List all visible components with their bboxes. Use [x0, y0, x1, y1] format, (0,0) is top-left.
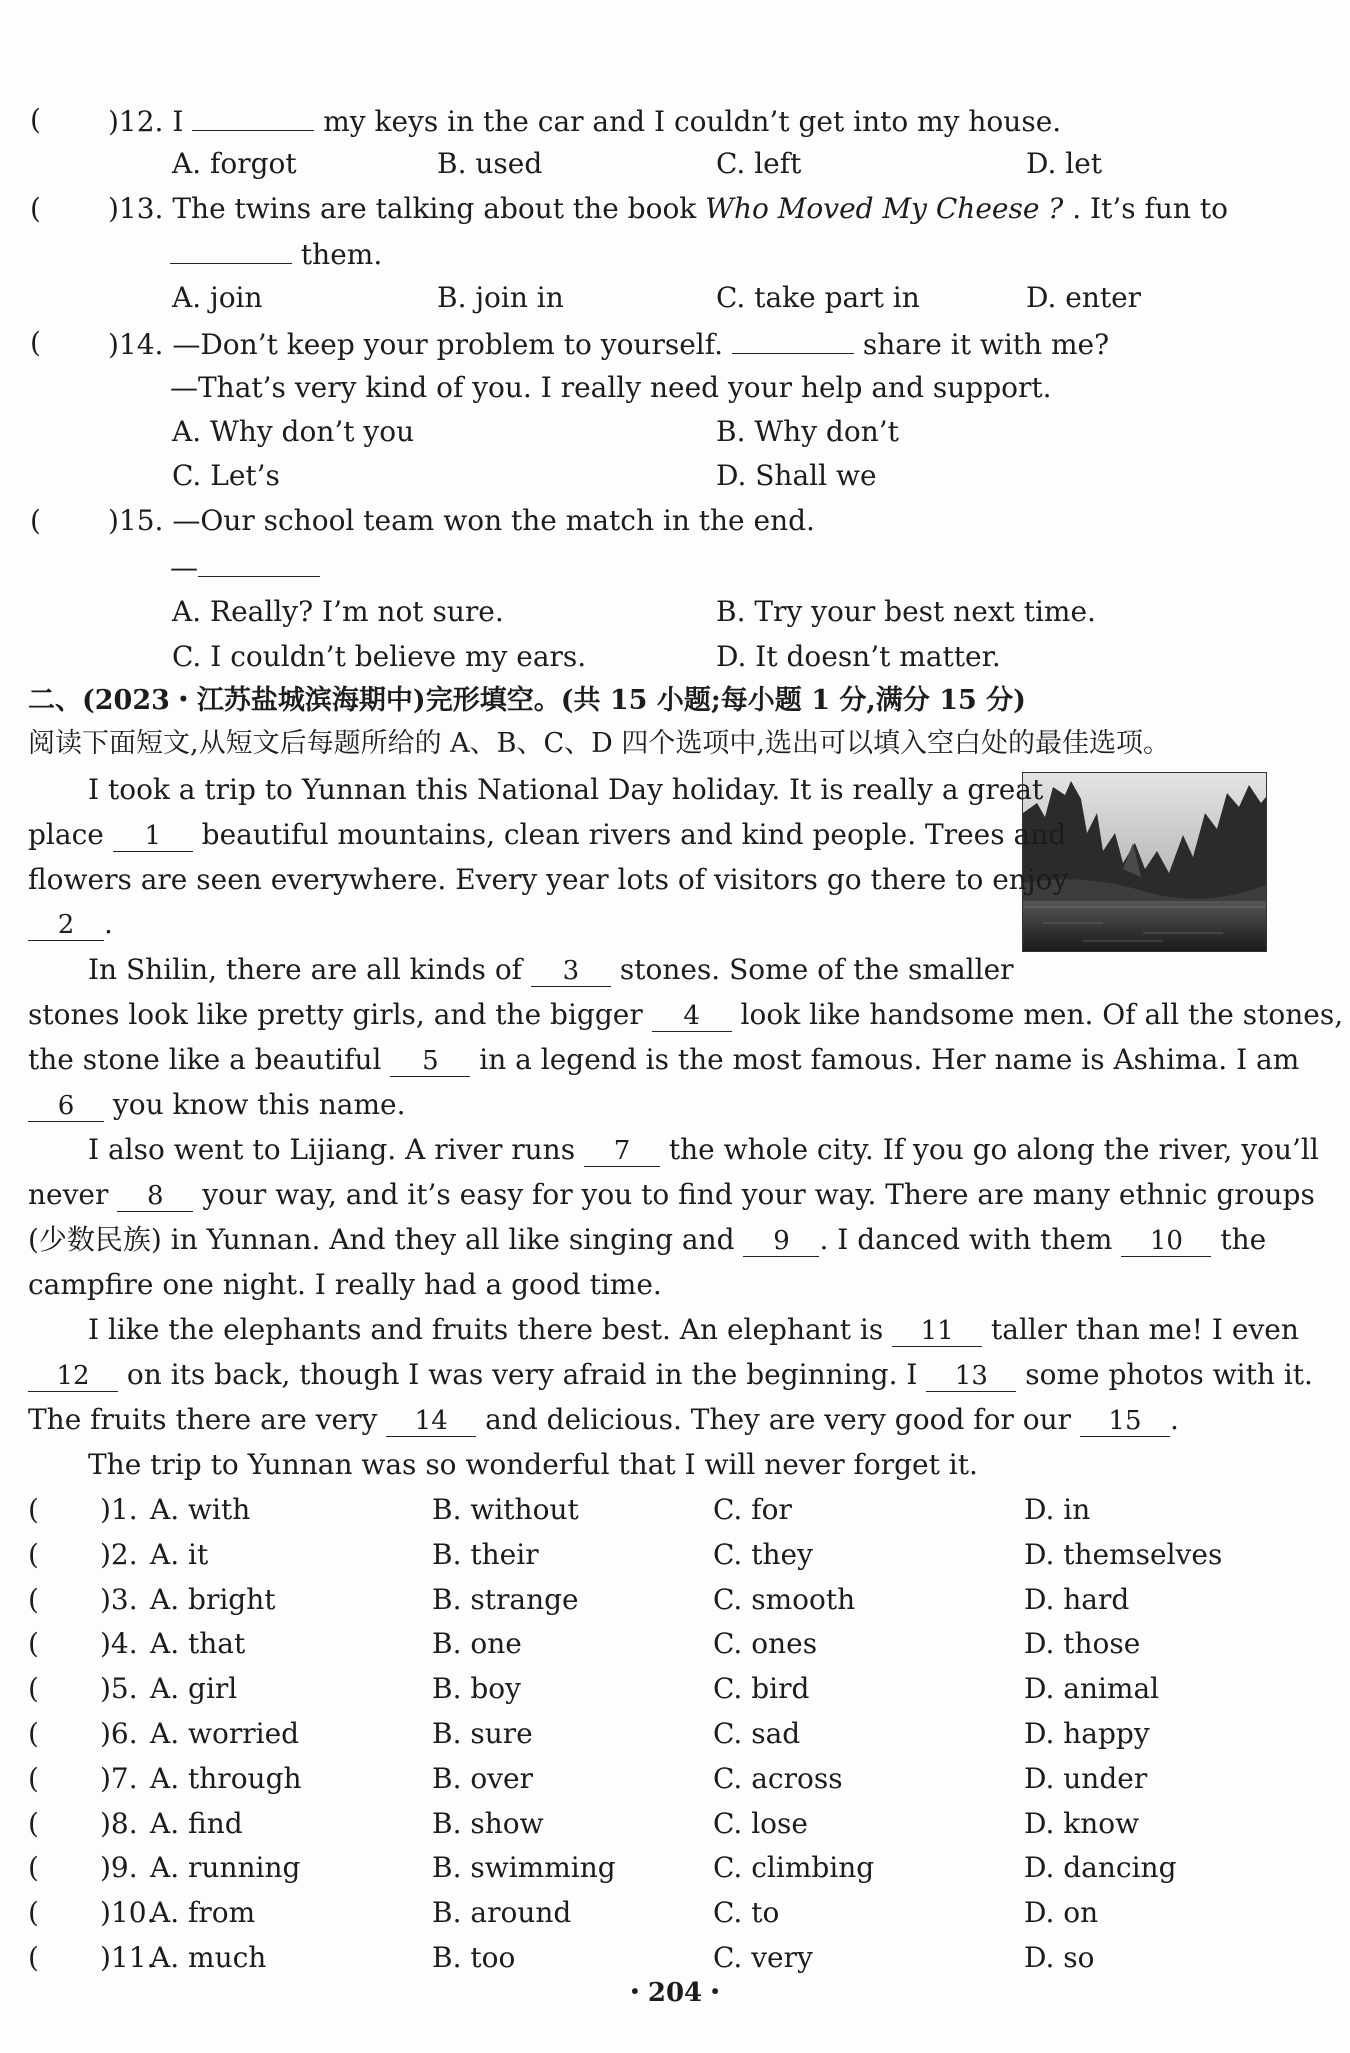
option-d[interactable]: D. so: [1024, 1941, 1095, 1974]
q12-paren: (: [30, 103, 41, 136]
passage-line-13: [88, 1310, 1299, 1350]
passage-text: your way, and it’s easy for you to find your way. There are many ethnic groups: [202, 1178, 1315, 1211]
q13-option-a[interactable]: A. join: [172, 281, 263, 314]
option-c[interactable]: C. sad: [713, 1717, 801, 1750]
q14-stem-a: —Don’t keep your problem to yourself.: [172, 328, 724, 361]
option-number: )3.: [100, 1582, 138, 1616]
option-c[interactable]: C. across: [713, 1761, 843, 1795]
option-a[interactable]: A. with: [150, 1493, 251, 1526]
q14-option-a[interactable]: A. Why don’t you: [172, 415, 415, 448]
q13-number: )13.: [108, 192, 164, 225]
option-b[interactable]: B. over: [432, 1761, 534, 1795]
option-number: )8.: [100, 1806, 138, 1840]
q14-option-d[interactable]: D. Shall we: [716, 459, 877, 492]
passage-text: stones look like pretty girls, and the bigger: [28, 998, 643, 1031]
q13-stem-b: . It’s fun to: [1072, 192, 1228, 225]
option-paren: (: [28, 1493, 39, 1526]
passage-blank-13[interactable]: 13: [926, 1361, 1016, 1392]
passage-blank-9[interactable]: 9: [743, 1226, 819, 1257]
option-a[interactable]: A. that: [150, 1627, 246, 1661]
option-paren: (: [28, 1672, 39, 1706]
q13-option-b[interactable]: B. join in: [437, 281, 564, 314]
option-a[interactable]: A. worried: [150, 1717, 300, 1750]
option-a[interactable]: A. through: [150, 1761, 302, 1795]
section-heading: 二、(2023・江苏盐城滨海期中)完形填空。(共 15 小题;每小题 1 分,满分 15 分): [28, 685, 1026, 716]
option-c[interactable]: C. climbing: [713, 1851, 875, 1885]
passage-text: taller than me! I even: [991, 1313, 1299, 1346]
passage-line-3: flowers are seen everywhere. Every year lots of visitors go there to enjoy: [28, 863, 1069, 896]
q13-book-title: Who Moved My Cheese ?: [705, 192, 1064, 225]
option-c[interactable]: C. ones: [713, 1627, 818, 1661]
q13-blank[interactable]: [170, 233, 292, 264]
option-c[interactable]: C. very: [713, 1941, 813, 1974]
q13-stem-a: The twins are talking about the book: [172, 192, 697, 225]
q12-stem-b: my keys in the car and I couldn’t get into my house.: [323, 105, 1062, 138]
q14-paren: (: [30, 326, 41, 359]
option-d[interactable]: D. hard: [1024, 1582, 1130, 1616]
option-number: )7.: [100, 1761, 138, 1795]
option-paren: (: [28, 1761, 39, 1795]
option-b[interactable]: B. boy: [432, 1672, 521, 1706]
option-b[interactable]: B. without: [432, 1493, 579, 1526]
passage-line-9: [88, 1130, 1319, 1170]
option-b[interactable]: B. strange: [432, 1582, 579, 1616]
passage-text: in a legend is the most famous. Her name is Ashima. I am: [479, 1043, 1300, 1076]
option-number: )2.: [100, 1537, 138, 1571]
passage-line-11: [28, 1220, 1266, 1260]
section-instruction: 阅读下面短文,从短文后每题所给的 A、B、C、D 四个选项中,选出可以填入空白处的最佳选项。: [28, 728, 1170, 759]
q15-option-a[interactable]: A. Really? I’m not sure.: [172, 595, 504, 628]
option-c[interactable]: C. to: [713, 1896, 780, 1930]
q15-dash: —: [170, 551, 198, 584]
passage-text: .: [1169, 1403, 1179, 1436]
passage-text: (少数民族) in Yunnan. And they all like singing and: [28, 1223, 735, 1256]
passage-blank-12[interactable]: 12: [28, 1361, 118, 1392]
page-number: ・204・: [621, 1978, 729, 2008]
option-number: )9.: [100, 1851, 138, 1885]
option-number: )5.: [100, 1672, 138, 1706]
passage-line-1: I took a trip to Yunnan this National Day holiday. It is really a great: [88, 773, 1044, 806]
option-b[interactable]: B. their: [432, 1537, 539, 1571]
passage-line-7: [28, 1040, 1299, 1080]
q15-option-d[interactable]: D. It doesn’t matter.: [716, 640, 1001, 673]
q14-line: [108, 323, 1109, 365]
passage-blank-11[interactable]: 11: [892, 1316, 982, 1347]
option-paren: (: [28, 1582, 39, 1616]
option-d[interactable]: D. know: [1024, 1806, 1140, 1840]
passage-line-12: campfire one night. I really had a good time.: [28, 1268, 662, 1301]
passage-text: the stone like a beautiful: [28, 1043, 382, 1076]
passage-text: beautiful mountains, clean rivers and kind people. Trees and: [201, 818, 1067, 851]
passage-line-15: [28, 1400, 1179, 1440]
option-number: )10.: [100, 1896, 156, 1930]
q15-paren: (: [30, 504, 41, 537]
passage-text: you know this name.: [112, 1088, 406, 1121]
passage-blank-4[interactable]: 4: [652, 1001, 732, 1032]
passage-line-14: [28, 1355, 1313, 1395]
option-number: )6.: [100, 1717, 138, 1750]
passage-line-5: [88, 950, 1014, 990]
q12-line: [108, 100, 1061, 142]
option-c[interactable]: C. bird: [713, 1672, 810, 1706]
option-d[interactable]: D. those: [1024, 1627, 1141, 1661]
q12-option-c[interactable]: C. left: [716, 147, 802, 180]
option-paren: (: [28, 1717, 39, 1750]
passage-text: the whole city. If you go along the river, you’ll: [668, 1133, 1319, 1166]
passage-line-4: [28, 904, 113, 944]
q14-option-b[interactable]: B. Why don’t: [716, 415, 899, 448]
q15-blank[interactable]: [198, 546, 320, 577]
option-d[interactable]: D. under: [1024, 1761, 1148, 1795]
option-b[interactable]: B. around: [432, 1896, 572, 1930]
option-d[interactable]: D. dancing: [1024, 1851, 1177, 1885]
q12-option-a[interactable]: A. forgot: [172, 147, 297, 180]
option-b[interactable]: B. one: [432, 1627, 522, 1661]
q13-line: [108, 189, 1228, 229]
option-a[interactable]: A. find: [150, 1806, 243, 1840]
option-a[interactable]: A. it: [150, 1537, 209, 1571]
option-paren: (: [28, 1851, 39, 1885]
option-c[interactable]: C. they: [713, 1537, 813, 1571]
option-d[interactable]: D. happy: [1024, 1717, 1150, 1750]
q14-option-c[interactable]: C. Let’s: [172, 459, 280, 492]
passage-text: The fruits there are very: [28, 1403, 378, 1436]
option-number: )1.: [100, 1493, 138, 1526]
q14-stem-b: share it with me?: [862, 328, 1110, 361]
q12-stem-a: I: [172, 105, 184, 138]
q15-stem-a: —Our school team won the match in the end.: [172, 504, 815, 537]
option-c[interactable]: C. smooth: [713, 1582, 856, 1616]
option-c[interactable]: C. for: [713, 1493, 792, 1526]
option-d[interactable]: D. animal: [1024, 1672, 1160, 1706]
passage-blank-14[interactable]: 14: [386, 1406, 476, 1437]
passage-text: I like the elephants and fruits there best. An elephant is: [88, 1313, 884, 1346]
passage-blank-3[interactable]: 3: [531, 956, 611, 987]
option-b[interactable]: B. sure: [432, 1717, 533, 1750]
option-number: )11.: [100, 1941, 156, 1974]
passage-blank-5[interactable]: 5: [390, 1046, 470, 1077]
passage-blank-15[interactable]: 15: [1080, 1406, 1170, 1437]
q13-stem-c: them.: [300, 238, 383, 271]
passage-line-6: [28, 995, 1343, 1035]
q15-option-c[interactable]: C. I couldn’t believe my ears.: [172, 640, 587, 673]
option-a[interactable]: A. bright: [150, 1582, 276, 1616]
option-c[interactable]: C. lose: [713, 1806, 808, 1840]
option-a[interactable]: A. much: [150, 1941, 267, 1974]
option-paren: (: [28, 1627, 39, 1661]
option-a[interactable]: A. girl: [150, 1672, 238, 1706]
passage-line-10: [28, 1175, 1315, 1215]
passage-text: on its back, though I was very afraid in the beginning. I: [126, 1358, 918, 1391]
option-paren: (: [28, 1941, 39, 1974]
q14-blank[interactable]: [732, 323, 854, 354]
q13-line2: [170, 233, 382, 275]
option-a[interactable]: A. from: [150, 1896, 256, 1930]
option-d[interactable]: D. on: [1024, 1896, 1099, 1930]
option-b[interactable]: B. swimming: [432, 1851, 616, 1885]
q15-line2: [170, 546, 320, 588]
passage-blank-6[interactable]: 6: [28, 1091, 104, 1122]
option-d[interactable]: D. in: [1024, 1493, 1091, 1526]
passage-text: stones. Some of the smaller: [619, 953, 1014, 986]
passage-blank-10[interactable]: 10: [1121, 1226, 1211, 1257]
passage-blank-2[interactable]: 2: [28, 910, 104, 941]
passage-text: look like handsome men. Of all the stones,: [740, 998, 1344, 1031]
q15-option-b[interactable]: B. Try your best next time.: [716, 595, 1096, 628]
q12-blank[interactable]: [192, 100, 314, 131]
option-paren: (: [28, 1537, 39, 1571]
q15-line: [108, 501, 815, 541]
q13-option-d[interactable]: D. enter: [1026, 281, 1142, 314]
passage-text: and delicious. They are very good for our: [485, 1403, 1072, 1436]
passage-line-16: The trip to Yunnan was so wonderful that I will never forget it.: [88, 1448, 978, 1481]
passage-text: some photos with it.: [1025, 1358, 1313, 1391]
passage-text: the: [1220, 1223, 1267, 1256]
q13-paren: (: [30, 192, 41, 225]
q14-number: )14.: [108, 328, 164, 361]
passage-blank-1[interactable]: 1: [113, 821, 193, 852]
passage-text: place: [28, 818, 104, 851]
q15-number: )15.: [108, 504, 164, 537]
q12-number: )12.: [108, 105, 164, 138]
option-a[interactable]: A. running: [150, 1851, 301, 1885]
passage-line-2: [28, 815, 1066, 855]
passage-blank-8[interactable]: 8: [117, 1181, 193, 1212]
option-b[interactable]: B. show: [432, 1806, 544, 1840]
option-d[interactable]: D. themselves: [1024, 1537, 1223, 1571]
q14-reply: —That’s very kind of you. I really need your help and support.: [170, 371, 1052, 404]
passage-text: .: [104, 907, 113, 940]
q13-option-c[interactable]: C. take part in: [716, 281, 920, 314]
passage-text: . I danced with them: [819, 1223, 1113, 1256]
option-b[interactable]: B. too: [432, 1941, 516, 1974]
passage-text: In Shilin, there are all kinds of: [88, 953, 523, 986]
q12-option-d[interactable]: D. let: [1026, 147, 1103, 180]
q12-option-b[interactable]: B. used: [437, 147, 543, 180]
passage-text: never: [28, 1178, 109, 1211]
option-paren: (: [28, 1896, 39, 1930]
option-number: )4.: [100, 1627, 138, 1661]
passage-blank-7[interactable]: 7: [584, 1136, 660, 1167]
passage-text: I also went to Lijiang. A river runs: [88, 1133, 576, 1166]
passage-line-8: [28, 1085, 406, 1125]
option-paren: (: [28, 1806, 39, 1840]
